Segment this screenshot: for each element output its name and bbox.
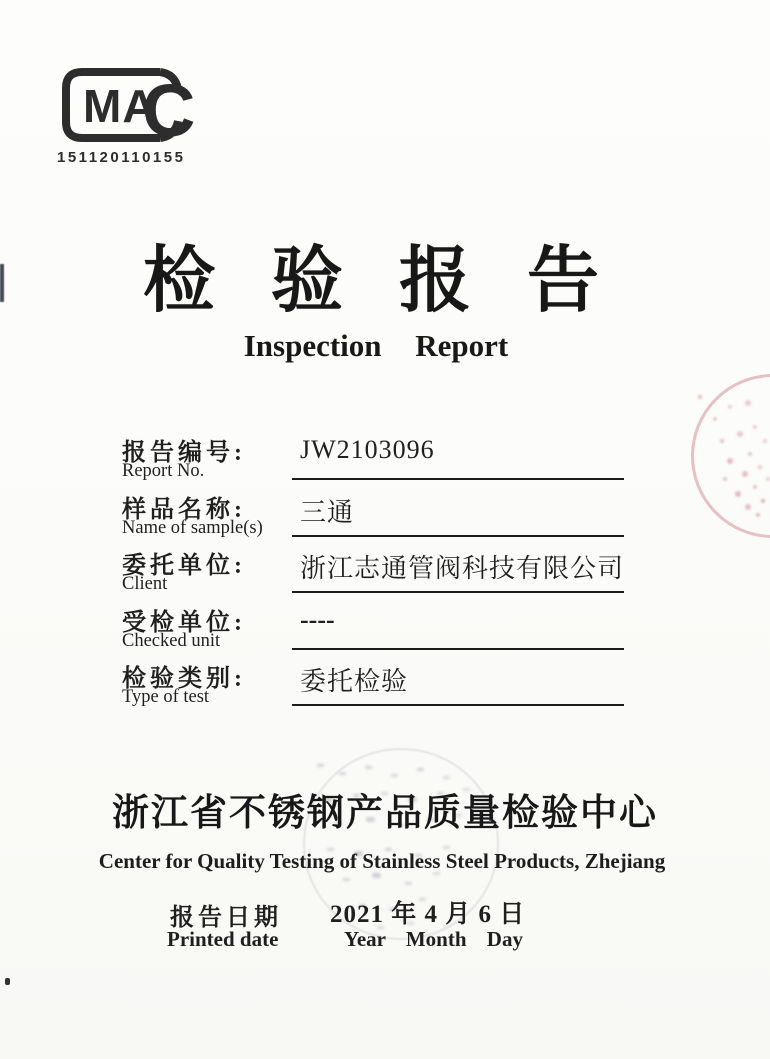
cma-logo-icon	[56, 62, 196, 148]
field-value: ----	[300, 604, 335, 634]
field-label-en: Checked unit	[122, 630, 221, 651]
field-underline	[292, 704, 624, 706]
field-label-zh: 报告编号:	[122, 440, 246, 466]
field-underline	[292, 535, 624, 537]
cma-license-number: 151120110155	[57, 149, 186, 166]
field-underline	[292, 591, 624, 593]
field-row-sample-name	[122, 487, 626, 544]
field-label-zh: 检验类别:	[122, 666, 246, 692]
scan-artifact-bottom-left	[5, 978, 10, 985]
date-label-en: Printed date	[167, 927, 279, 951]
ghost-stamp-noise	[317, 764, 324, 767]
field-row-client	[122, 543, 626, 600]
field-underline	[292, 478, 624, 480]
cma-ma-letters: MA	[83, 80, 157, 132]
date-value: 2021 年 4 月 6 日	[330, 901, 526, 928]
field-value: 浙江志通管阀科技有限公司	[300, 554, 625, 583]
report-title-en: Inspection Report	[243, 328, 509, 363]
cma-accreditation-mark	[56, 62, 206, 166]
field-row-checked-unit	[122, 600, 626, 657]
field-label-en: Name of sample(s)	[122, 517, 263, 538]
cma-c-letter: C	[142, 69, 196, 148]
org-name-en: Center for Quality Testing of Stainless Steel Products, Zhejiang	[98, 849, 666, 873]
field-value: 委托检验	[300, 667, 409, 696]
field-row-report-no	[122, 430, 626, 487]
report-fields	[122, 430, 626, 713]
field-value: JW2103096	[300, 435, 435, 464]
date-units-en: Year Month Day	[344, 927, 523, 951]
org-name-zh: 浙江省不锈钢产品质量检验中心	[112, 793, 658, 834]
field-label-zh: 委托单位:	[122, 553, 246, 579]
field-underline	[292, 648, 624, 650]
red-seal-stamp	[691, 374, 770, 538]
field-label-en: Type of test	[122, 687, 210, 707]
red-seal-noise	[698, 395, 702, 399]
field-label-zh: 受检单位:	[122, 609, 246, 636]
field-label-zh: 样品名称:	[122, 496, 246, 523]
field-label-en: Client	[122, 574, 168, 594]
date-label-zh: 报告日期	[170, 905, 282, 931]
field-value: 三通	[300, 497, 355, 527]
field-label-en: Report No.	[122, 461, 205, 481]
report-title-zh: 检验报告	[143, 241, 656, 321]
field-row-test-type	[122, 656, 626, 713]
scan-artifact-left-edge	[0, 264, 4, 302]
